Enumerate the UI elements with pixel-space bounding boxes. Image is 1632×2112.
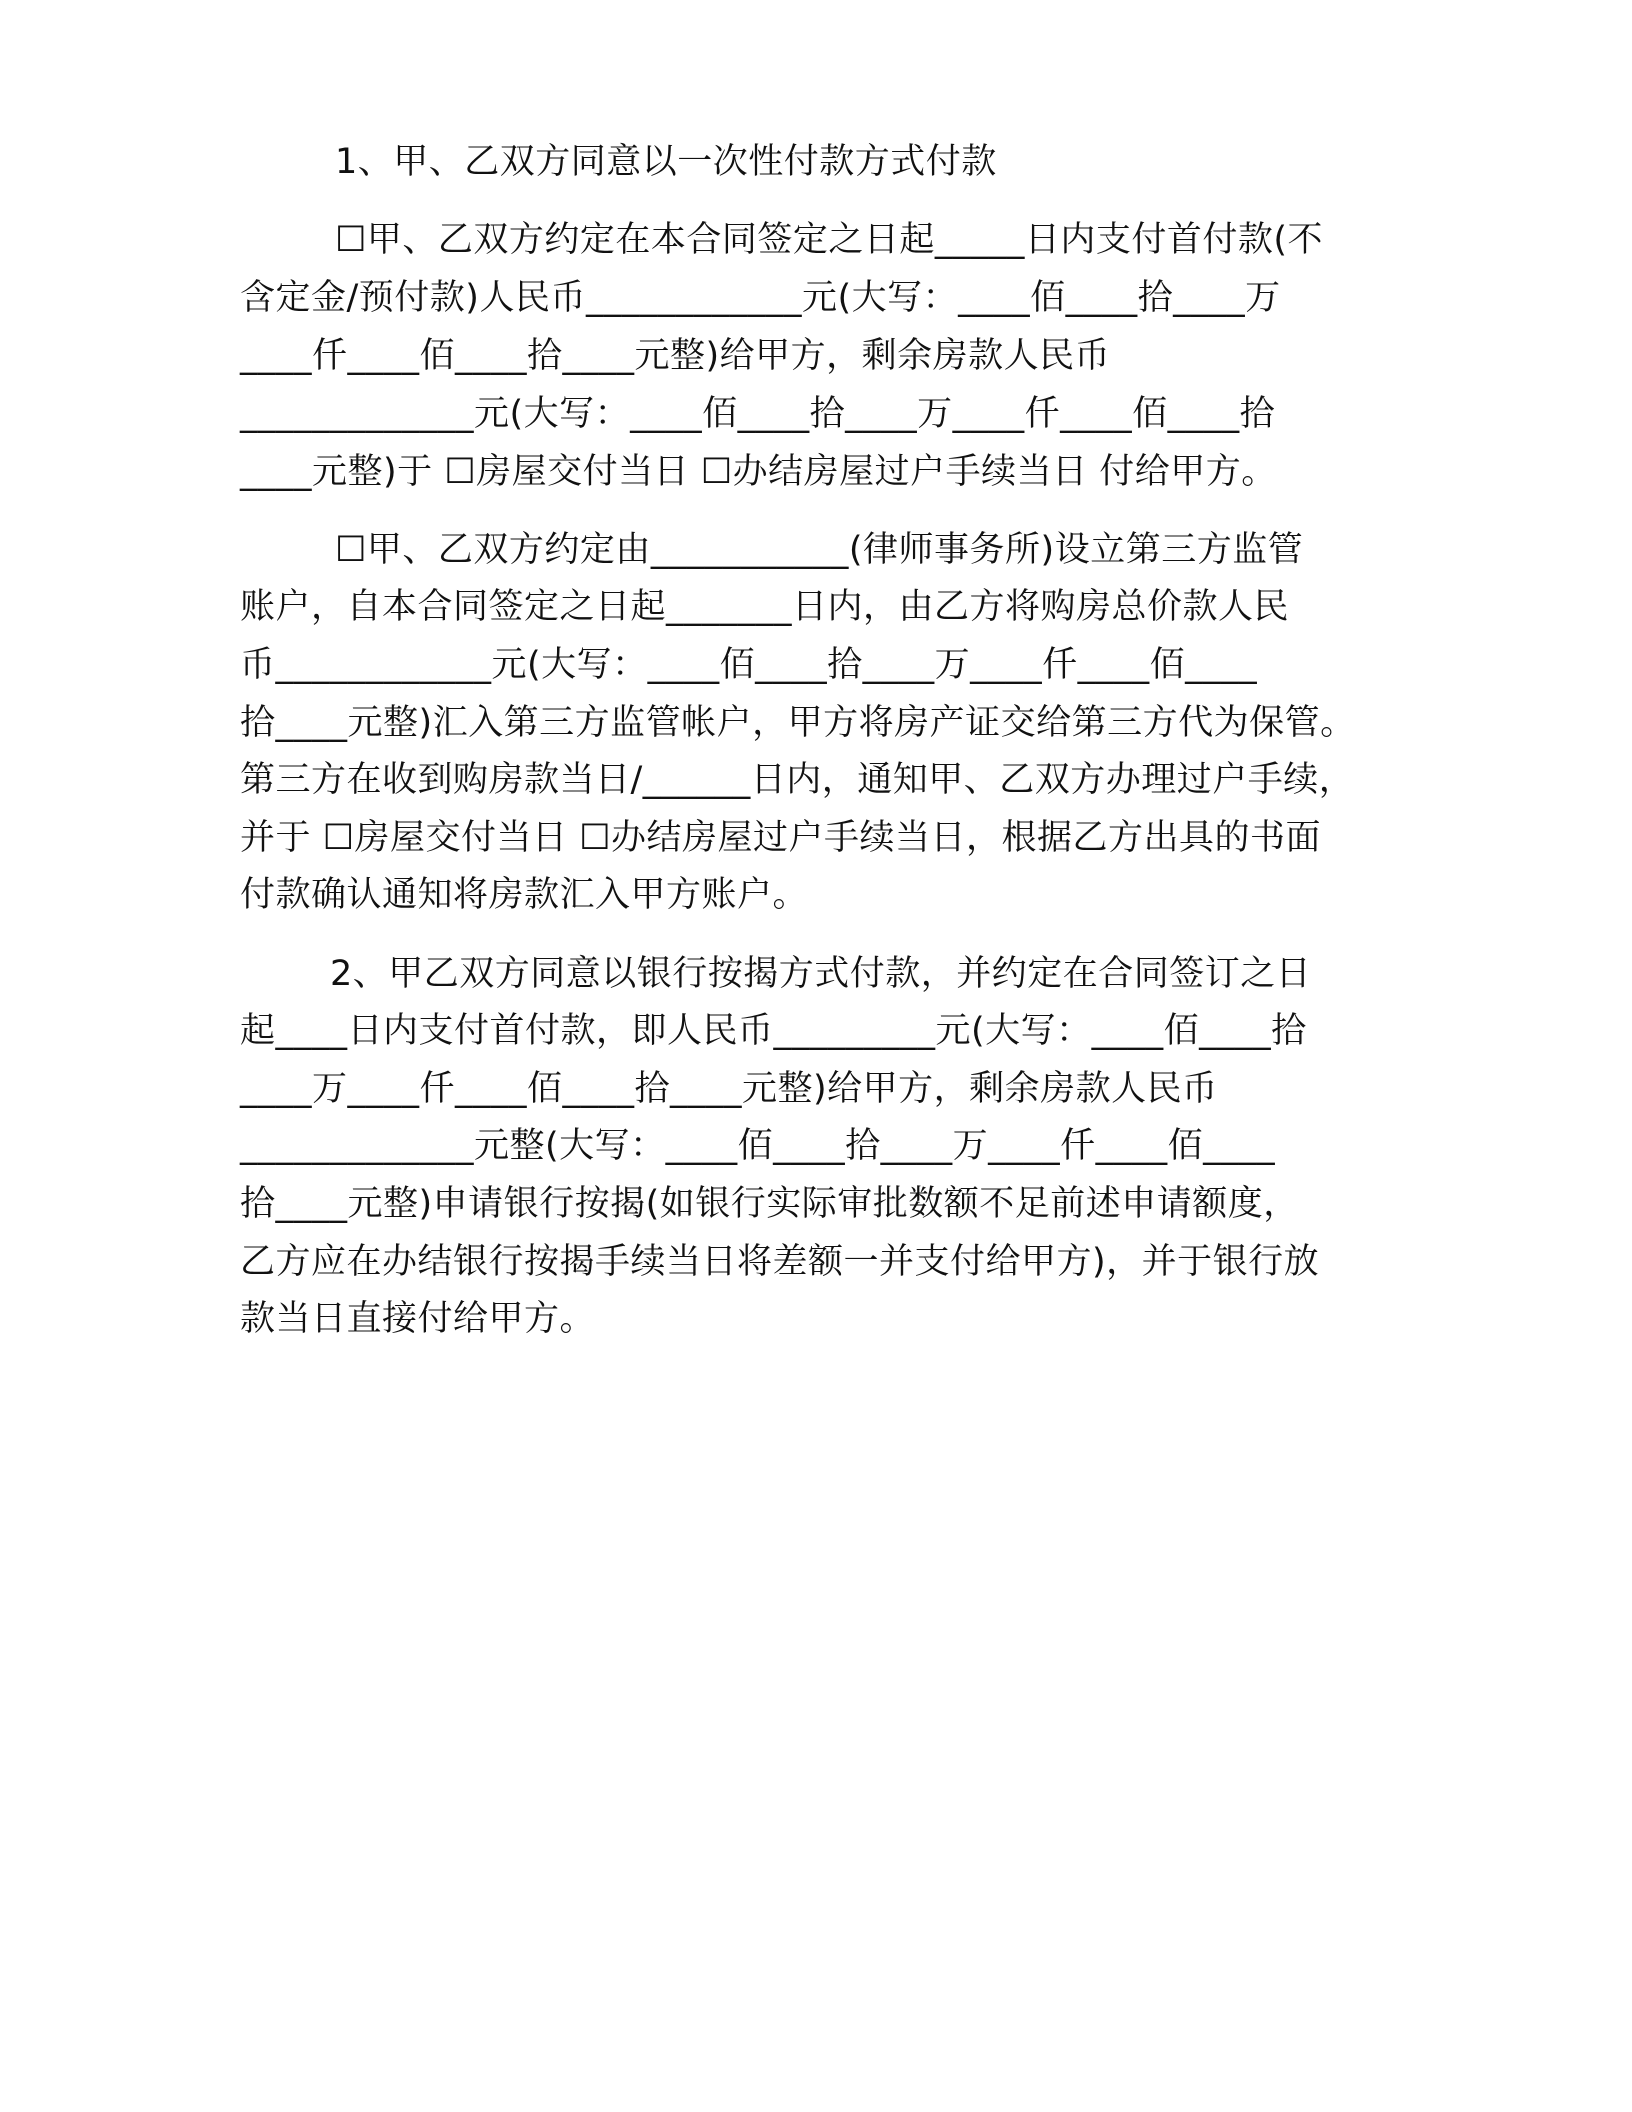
section-2-line-4: _____________元整(大写：____佰____拾____万____仟____佰____ bbox=[240, 1126, 1276, 1166]
option-a-line-4: _____________元(大写：____佰____拾____万____仟____佰____拾 bbox=[240, 394, 1276, 434]
section-2-line-7: 款当日直接付给甲方。 bbox=[240, 1299, 596, 1339]
section-2-line-2: 起____日内支付首付款，即人民币_________元(大写：____佰____拾 bbox=[240, 1011, 1307, 1051]
option-a-line-2: 含定金/预付款)人民币____________元(大写：____佰____拾____万 bbox=[240, 278, 1281, 318]
option-b-line-7: 付款确认通知将房款汇入甲方账户。 bbox=[240, 875, 809, 915]
section-1-heading: 1、甲、乙双方同意以一次性付款方式付款 bbox=[335, 142, 997, 182]
option-b-line-3: 币____________元(大写：____佰____拾____万____仟____佰____ bbox=[240, 645, 1258, 685]
option-b-line-2: 账户，自本合同签定之日起_______日内，由乙方将购房总价款人民 bbox=[240, 587, 1290, 627]
section-2-line-1: 2、甲乙双方同意以银行按揭方式付款，并约定在合同签订之日 bbox=[330, 954, 1312, 994]
option-a-line-5: ____元整)于 ☐房屋交付当日 ☐办结房屋过户手续当日 付给甲方。 bbox=[240, 452, 1277, 492]
section-2-line-6: 乙方应在办结银行按揭手续当日将差额一并支付给甲方)，并于银行放 bbox=[240, 1242, 1320, 1282]
option-a-line-1: ☐甲、乙双方约定在本合同签定之日起_____日内支付首付款(不 bbox=[335, 220, 1324, 260]
option-a-line-3: ____仟____佰____拾____元整)给甲方，剩余房款人民币 bbox=[240, 336, 1111, 376]
option-b-line-6: 并于 ☐房屋交付当日 ☐办结房屋过户手续当日，根据乙方出具的书面 bbox=[240, 818, 1322, 858]
section-2-line-5: 拾____元整)申请银行按揭(如银行实际审批数额不足前述申请额度， bbox=[240, 1184, 1299, 1224]
section-2-line-3: ____万____仟____佰____拾____元整)给甲方，剩余房款人民币 bbox=[240, 1069, 1218, 1109]
option-b-line-4: 拾____元整)汇入第三方监管帐户，甲方将房产证交给第三方代为保管。 bbox=[240, 703, 1356, 743]
option-b-line-1: ☐甲、乙双方约定由___________(律师事务所)设立第三方监管 bbox=[335, 530, 1304, 570]
option-b-line-5: 第三方在收到购房款当日/______日内，通知甲、乙双方办理过户手续， bbox=[240, 760, 1355, 800]
